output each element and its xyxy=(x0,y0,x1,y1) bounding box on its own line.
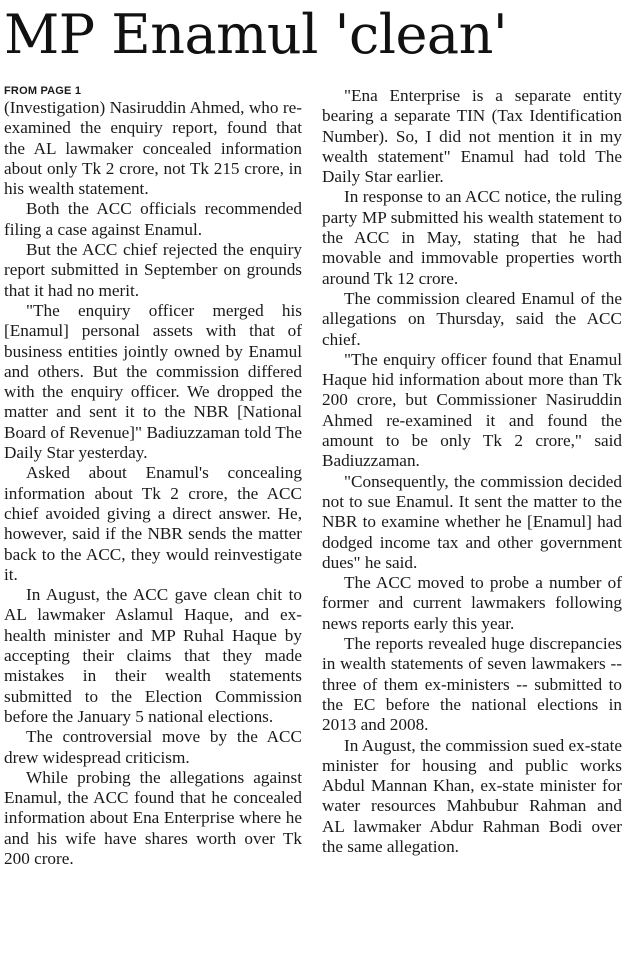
paragraph: "The enquiry officer found that Enamul Haque hid information about more than Tk 200 crore, but Commissioner Nasiruddin Ahmed re-examined it and found the amount to be only Tk 2 crore," said Badiuzzaman. xyxy=(322,349,622,471)
paragraph: Asked about Enamul's concealing information about Tk 2 crore, the ACC chief avoided giving a direct answer. He, however, said if the NBR sends the matter back to the ACC, they would reinvestigate it. xyxy=(4,463,302,584)
paragraph: (Investigation) Nasiruddin Ahmed, who re-examined the enquiry report, found that the AL lawmaker concealed information about only Tk 2 crore, not Tk 215 crore, in his wealth statement. xyxy=(4,98,302,199)
paragraph: "The enquiry officer merged his [Enamul] personal assets with that of business entities jointly owned by Enamul and others. But the commission differed with the enquiry officer. We dropped the matter and sent it to the NBR [National Board of Revenue]" Badiuzzaman told The Daily Star yesterday. xyxy=(4,300,302,463)
headline: MP Enamul 'clean' xyxy=(4,3,508,66)
paragraph: The controversial move by the ACC drew widespread criticism. xyxy=(4,727,302,767)
paragraph: "Consequently, the commission decided not to sue Enamul. It sent the matter to the NBR to examine whether he [Enamul] had dodged income tax and other government dues" he said. xyxy=(322,471,622,572)
paragraph: The ACC moved to probe a number of former and current lawmakers following news reports early this year. xyxy=(322,573,622,633)
paragraph: "Ena Enterprise is a separate entity bearing a separate TIN (Tax Identification Number). So, I did not mention it in my wealth statement" Enamul had told The Daily Star earlier. xyxy=(322,86,622,187)
paragraph: The commission cleared Enamul of the allegations on Thursday, said the ACC chief. xyxy=(322,288,622,349)
paragraph: In August, the ACC gave clean chit to AL lawmaker Aslamul Haque, and ex-health minister and MP Ruhal Haque by accepting their claims that they made mistakes in their wealth statements submitted to the Election Commission before the January 5 national elections. xyxy=(4,585,302,726)
left-column xyxy=(4,84,302,869)
paragraph: In response to an ACC notice, the ruling party MP submitted his wealth statement to the ACC in May, stating that he had movable and immovable properties worth around Tk 12 crore. xyxy=(322,187,622,288)
paragraph: The reports revealed huge discrepancies in wealth statements of seven lawmakers -- three of them ex-ministers -- submitted to the EC before the national elections in 2013 and 2008. xyxy=(322,634,622,735)
paragraph: But the ACC chief rejected the enquiry report submitted in September on grounds that it had no merit. xyxy=(4,240,302,300)
paragraph: Both the ACC officials recommended filing a case against Enamul. xyxy=(4,199,302,239)
paragraph: In August, the commission sued ex-state minister for housing and public works Abdul Mannan Khan, ex-state minister for water resources Mahbubur Rahman and AL lawmaker Abdur Rahman Bodi over the same allegation. xyxy=(322,735,622,856)
continuation-kicker: FROM PAGE 1 xyxy=(4,85,82,97)
right-column xyxy=(322,86,622,857)
paragraph: While probing the allegations against Enamul, the ACC found that he concealed information about Ena Enterprise where he and his wife have shares worth over Tk 200 crore. xyxy=(4,767,302,868)
